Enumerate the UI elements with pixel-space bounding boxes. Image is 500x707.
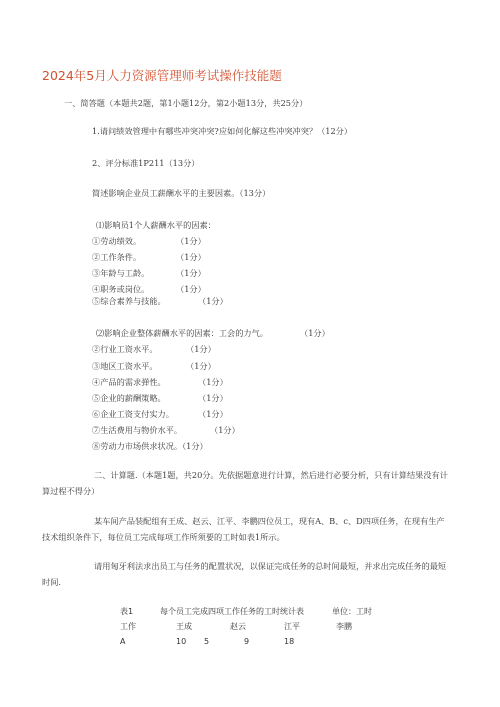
group1-item-score: （1分）: [176, 268, 206, 278]
question-2: 2、评分标准1P211（13分）: [92, 158, 200, 168]
group2-item: ③地区工资水平。: [92, 361, 158, 371]
group2-title: ⑵影响企业整体薪酬水平的因素：工会的力气。: [96, 328, 268, 338]
table-header-cell: 赵云: [230, 622, 246, 631]
table-unit: 单位：工时: [332, 607, 372, 616]
table-header-cell: 李鹏: [336, 622, 352, 631]
group1-item: ①劳动绩效。: [92, 236, 142, 246]
table-cell: 9: [244, 637, 250, 646]
problem-description: 某车间产品装配组有王成、赵云、江平、李鹏四位员工，现有A、B、c、D四项任务，在现有生产技术组织条件下，每位员工完成每项工作所须要的工时如表1所示。: [42, 516, 445, 542]
group1-item-score: （1分）: [176, 252, 206, 262]
group1-item: ④职务或岗位。: [92, 284, 150, 294]
question-1: 1.请问绩效管理中有哪些冲突冲突?应如何化解这些冲突冲突？（12分）: [92, 126, 353, 136]
table-header-cell: 工作: [120, 622, 136, 631]
group2-item-score: （1分）: [198, 377, 228, 387]
table-cell: 18: [284, 637, 295, 646]
section2-heading: 二、计算题.（本题1题，共20分。先依据题意进行计算，然后进行必要分析，只有计算结果没有计算过程不得分）: [42, 470, 448, 496]
table-caption: 每个员工完成四项工作任务的工时统计表: [160, 607, 304, 616]
group1-item-score: （1分）: [176, 236, 206, 246]
table-cell: 10: [176, 637, 187, 646]
table-cell: A: [120, 637, 126, 646]
group2-item: ②行业工资水平。: [92, 344, 158, 354]
page-title: 2024年5月人力资源管理师考试操作技能题: [42, 68, 282, 83]
group2-item: ⑤企业的薪酬策略。: [92, 393, 166, 403]
question-2-prompt: 简述影响企业员工薪酬水平的主要因素。（13分）: [92, 188, 271, 198]
group2-title-score: （1分）: [300, 328, 330, 338]
table-header-cell: 江平: [284, 622, 300, 631]
group2-item-score: （1分）: [198, 409, 228, 419]
group2-item: ⑧劳动力市场供求状况。（1分）: [92, 441, 208, 451]
section1-heading: 一、简答题（本题共2题，第1小题12分，第2小题13分，共25分）: [64, 98, 308, 108]
group2-item-score: （1分）: [198, 393, 228, 403]
group2-item: ⑥企业工资支付实力。: [92, 409, 174, 419]
group1-item: ②工作条件。: [92, 252, 142, 262]
problem-question: 请用匈牙利法求出员工与任务的配置状况，以保证完成任务的总时间最短，并求出完成任务的最短时间.: [42, 561, 447, 587]
group1-item-score: （1分）: [198, 296, 228, 306]
group2-item: ⑦生活费用与物价水平。: [92, 425, 183, 435]
group1-item-score: （1分）: [176, 284, 206, 294]
group2-item-score: （1分）: [210, 425, 240, 435]
group1-title: ⑴影响员1个人薪酬水平的因素：: [96, 220, 216, 230]
group2-item-score: （1分）: [186, 361, 216, 371]
group2-item: ④产品的需求弹性。: [92, 377, 166, 387]
table-header-cell: 王成: [176, 622, 192, 631]
table-label: 表1: [120, 607, 134, 616]
group2-item-score: （1分）: [186, 344, 216, 354]
table-cell: 5: [204, 637, 210, 646]
group1-item: ⑤综合素养与技能。: [92, 296, 166, 306]
group1-item: ③年龄与工龄。: [92, 268, 150, 278]
